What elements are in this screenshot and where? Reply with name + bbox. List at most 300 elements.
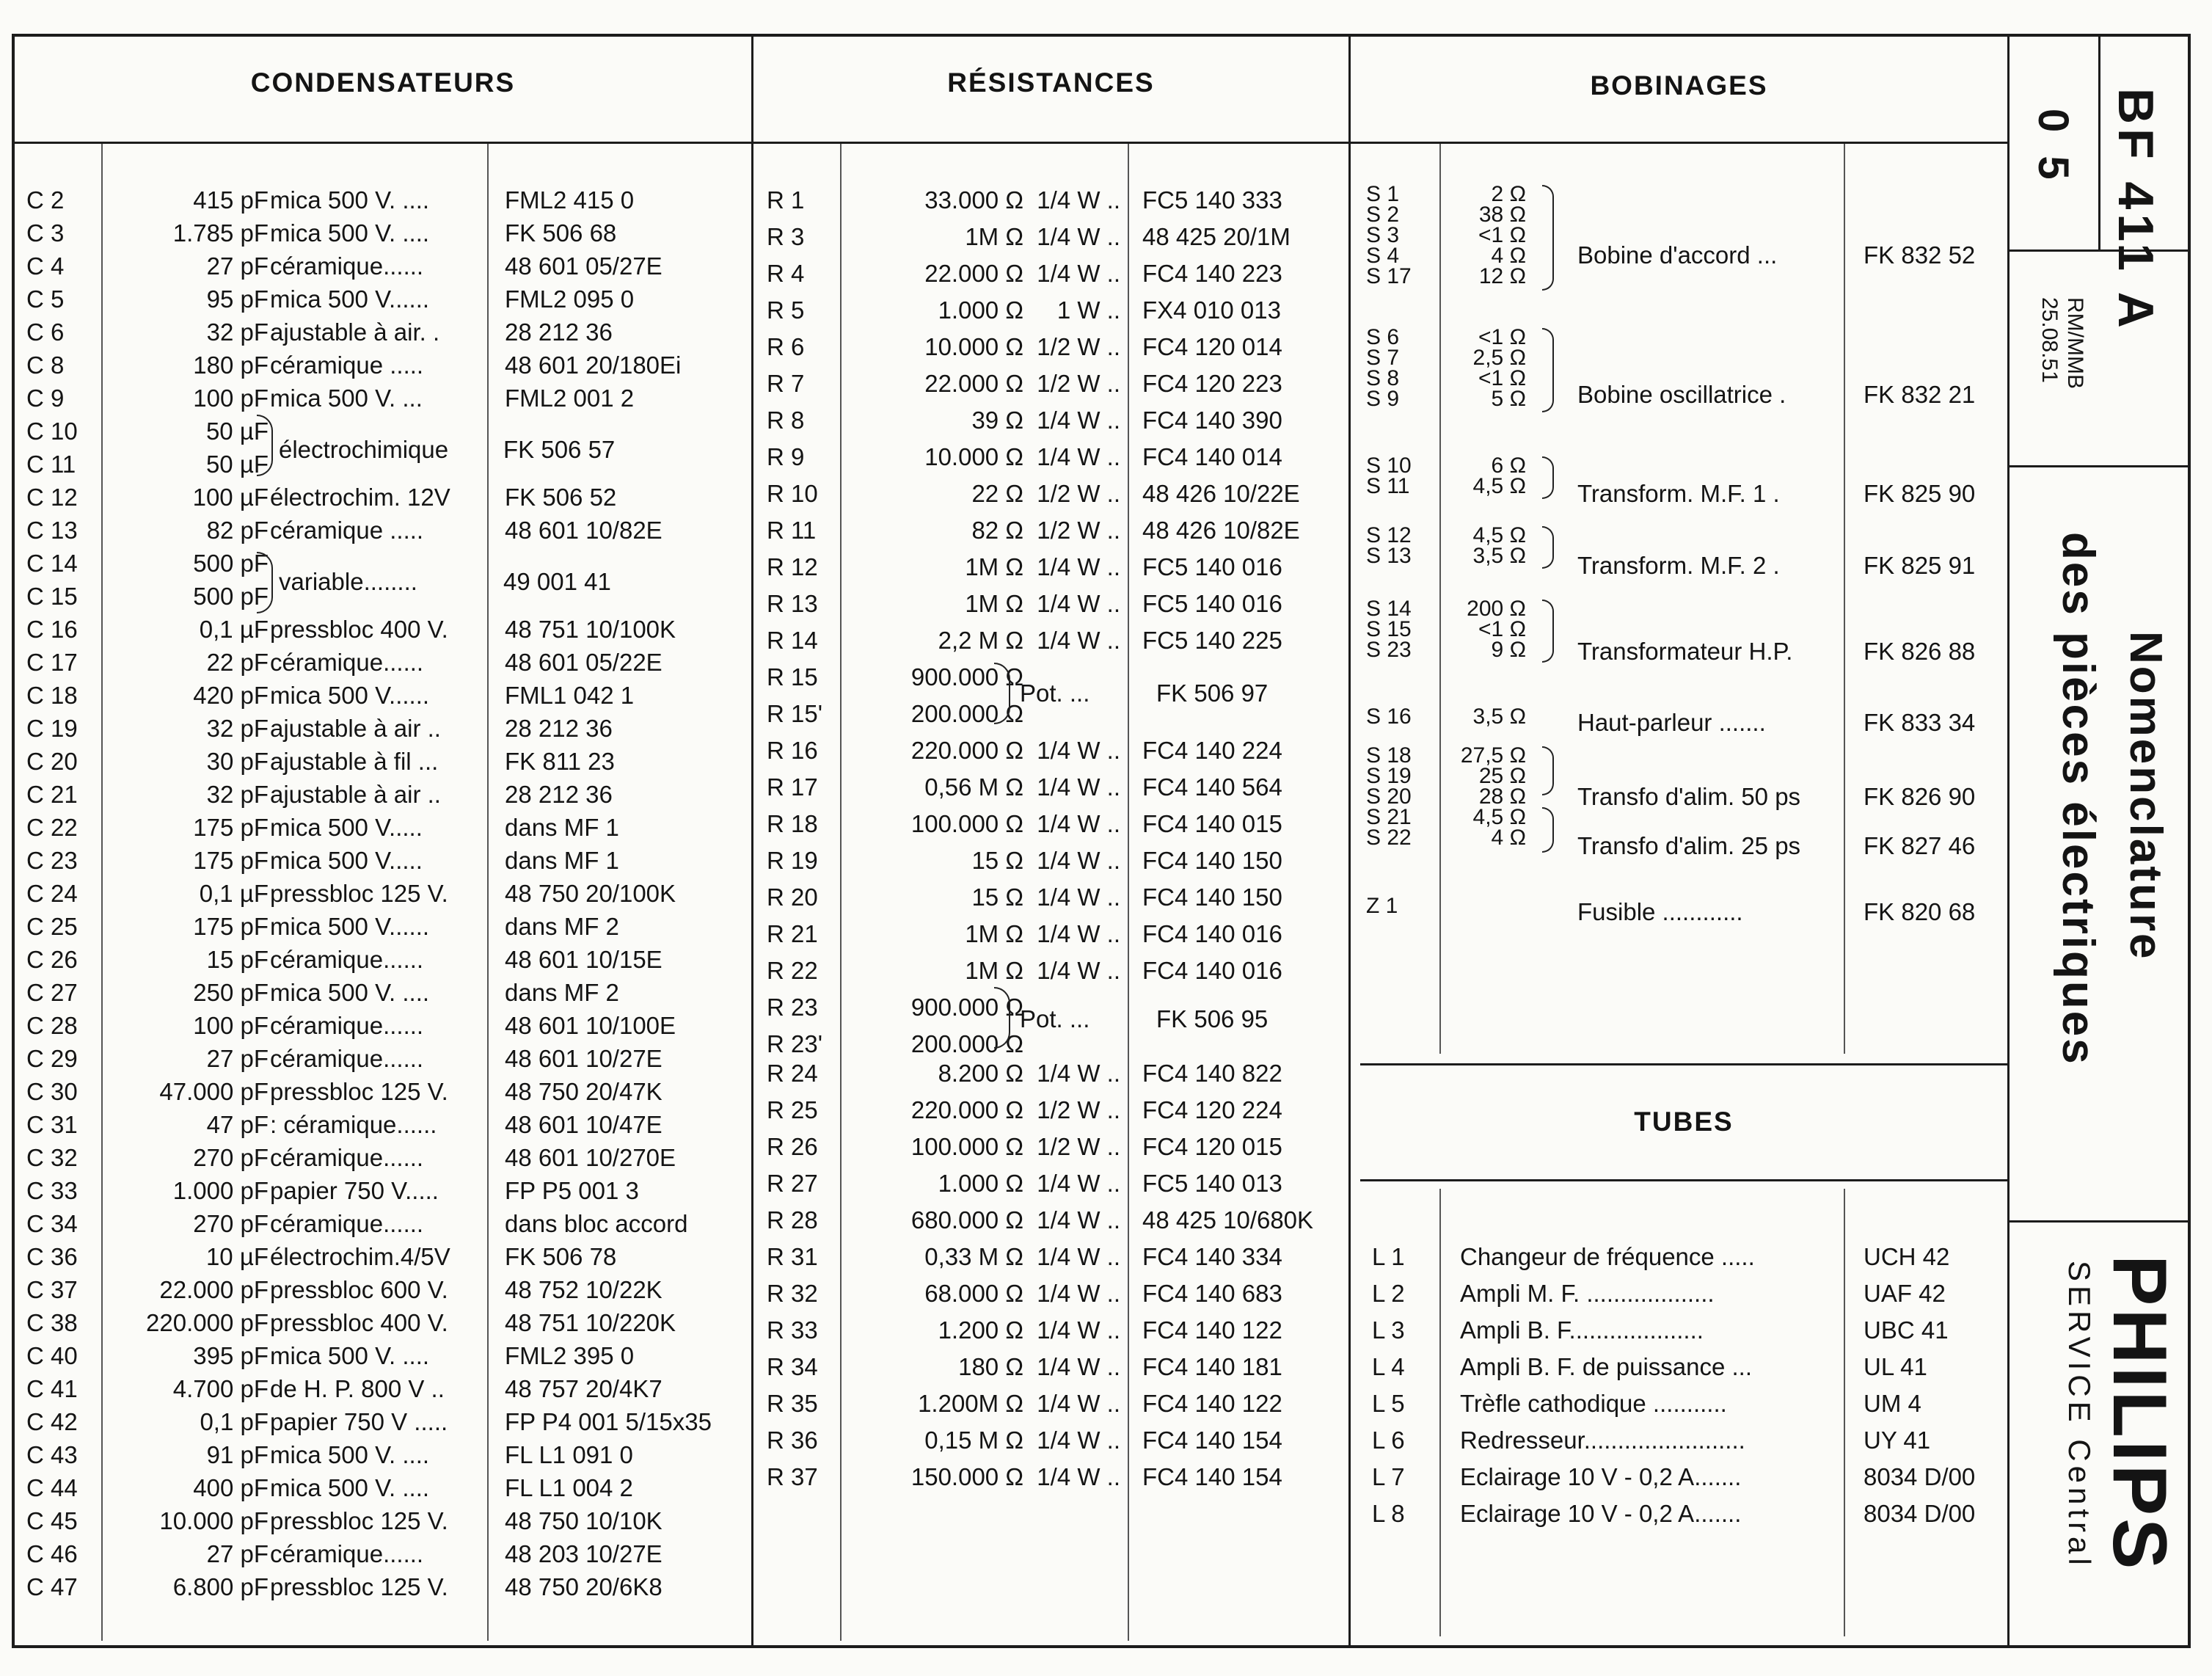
res-wattage: 1/4 W .. (1037, 957, 1120, 984)
cond-row (26, 1438, 745, 1472)
res-value: 900.000 Ω (910, 663, 1023, 691)
cond-row (26, 1339, 745, 1373)
cond-row (26, 1372, 745, 1406)
cond-ref: C 11 (26, 451, 76, 478)
cond-description: mica 500 V. .... (270, 1441, 430, 1468)
model-number: BF 411 A (2108, 88, 2164, 332)
tube-row (1372, 1497, 2003, 1531)
res-wattage: 1/4 W .. (1037, 590, 1120, 617)
res-wattage: 1/4 W .. (1037, 1170, 1120, 1197)
tube-row (1372, 1460, 2003, 1494)
side-inner-rule (2098, 34, 2100, 249)
res-wattage: 1/4 W .. (1037, 810, 1120, 837)
res-ref: R 15' (767, 700, 823, 727)
res-code: FC4 140 016 (1142, 920, 1282, 947)
res-row (767, 1387, 1346, 1421)
cond-value: 22.000 pF (159, 1276, 269, 1303)
bob-row (1366, 545, 1550, 567)
res-code: FC4 120 223 (1142, 370, 1282, 397)
cond-ref: C 33 (26, 1177, 78, 1204)
res-row (767, 624, 1346, 657)
res-ref: R 7 (767, 370, 805, 397)
philips-logo-text: PHILIPS (2097, 1255, 2182, 1573)
res-ref: R 22 (767, 957, 818, 984)
res-row (767, 294, 1346, 327)
cond-description: mica 500 V. .... (270, 219, 430, 247)
cond-description: pressbloc 125 V. (270, 1507, 448, 1534)
bob-value: 4 Ω (1491, 826, 1526, 850)
cond-ref: C 30 (26, 1078, 78, 1105)
tube-ref: L 6 (1372, 1427, 1405, 1454)
tube-description: Eclairage 10 V - 0,2 A....... (1460, 1463, 1742, 1490)
tube-row (1372, 1240, 2003, 1274)
cond-value: 0,1 µF (199, 880, 269, 907)
cond-ref: C 3 (26, 219, 65, 247)
cond-description: céramique...... (270, 946, 424, 973)
tubes-header-rule (1360, 1179, 2007, 1181)
tube-code: UCH 42 (1864, 1243, 1950, 1270)
tube-description: Ampli M. F. ................... (1460, 1280, 1715, 1307)
bob-row (1366, 706, 1550, 728)
cond-code: 48 750 20/100K (505, 880, 676, 907)
res-code: FC4 140 181 (1142, 1353, 1282, 1380)
tube-row (1372, 1277, 2003, 1311)
cond-description: céramique ..... (270, 351, 424, 379)
cond-code: 48 601 10/270E (505, 1144, 676, 1171)
res-ref: R 3 (767, 223, 805, 250)
bob-row (1366, 639, 1550, 661)
bob-ref: S 9 (1366, 387, 1400, 411)
tube-ref: L 3 (1372, 1316, 1405, 1344)
bob-ref: S 16 (1366, 704, 1412, 729)
res-ref: R 27 (767, 1170, 818, 1197)
cond-code: FK 811 23 (505, 748, 615, 775)
res-ref: R 28 (767, 1206, 818, 1234)
res-wattage: 1/4 W .. (1037, 883, 1120, 911)
res-value: 10.000 Ω (924, 333, 1023, 360)
brace-c10-c11 (257, 415, 273, 476)
res-ref: R 11 (767, 517, 817, 544)
res-ref: R 20 (767, 883, 818, 911)
cond-row (26, 1504, 745, 1538)
cond-code: 48 601 10/82E (505, 517, 662, 544)
brace-c14-c15 (257, 552, 273, 613)
cond-row (26, 844, 745, 878)
res-wattage: 1/2 W .. (1037, 1096, 1120, 1123)
res-row (767, 1424, 1346, 1457)
res-ref: R 13 (767, 590, 818, 617)
res-row (767, 1130, 1346, 1164)
res-row (767, 1240, 1346, 1274)
bob-group-code: FK 827 46 (1864, 832, 1976, 859)
cond-description: céramique...... (270, 252, 424, 280)
res-value: 15 Ω (971, 847, 1023, 874)
res-code: FC4 140 822 (1142, 1060, 1282, 1087)
cond-row (26, 1009, 745, 1043)
res-value: 1M Ω (965, 223, 1023, 250)
tube-code: UM 4 (1864, 1390, 1921, 1417)
tube-code: UY 41 (1864, 1427, 1931, 1454)
bob-ref: S 10 (1366, 453, 1412, 478)
res-value: 68.000 Ω (924, 1280, 1023, 1307)
res-wattage: 1/4 W .. (1037, 737, 1120, 764)
cond-row (26, 1174, 745, 1208)
res-code: FC5 140 016 (1142, 553, 1282, 580)
tube-row (1372, 1350, 2003, 1384)
cond-ref: C 26 (26, 946, 78, 973)
bob-group-description: Transfo d'alim. 25 ps (1577, 832, 1801, 859)
res-ref: R 19 (767, 847, 818, 874)
cond-code: 28 212 36 (505, 318, 613, 346)
cond-ref: C 27 (26, 979, 78, 1006)
cond-value: 95 pF (206, 285, 269, 313)
res-value: 200.000 Ω (910, 700, 1023, 727)
cond-code: dans MF 2 (505, 979, 619, 1006)
res-wattage: 1/4 W .. (1037, 260, 1120, 287)
cond-code: 48 601 10/27E (505, 1045, 662, 1072)
cond-row (26, 382, 745, 415)
bob-value: <1 Ω (1478, 366, 1526, 390)
bob-group-description: Fusible ............ (1577, 898, 1743, 925)
cond-value: 100 µF (192, 484, 269, 511)
res-row (767, 770, 1346, 804)
bob-group-description: Bobine oscillatrice . (1577, 381, 1786, 408)
bob-group-description: Transformateur H.P. (1577, 638, 1793, 665)
cond-value: 10 µF (205, 1243, 269, 1270)
cond-code: dans MF 1 (505, 847, 619, 874)
cond-ref: C 28 (26, 1012, 78, 1039)
bob-ref: Z 1 (1366, 894, 1398, 918)
cond-code: 48 750 20/47K (505, 1078, 662, 1105)
bob-group-code: FK 832 21 (1864, 381, 1976, 408)
cond-row (26, 646, 745, 679)
cond-description: mica 500 V...... (270, 913, 430, 940)
bob-group-code: FK 826 90 (1864, 783, 1976, 810)
cond-row (26, 183, 745, 217)
cond-ref: C 32 (26, 1144, 78, 1171)
cond-value: 32 pF (206, 318, 269, 346)
res-row (767, 1167, 1346, 1200)
bob-group-description: Haut-parleur ....... (1577, 709, 1766, 736)
res-row (767, 1314, 1346, 1347)
bob-value: 2,5 Ω (1472, 346, 1526, 370)
bob-value: 9 Ω (1491, 638, 1526, 662)
res-code: 48 425 10/680K (1142, 1206, 1314, 1234)
service-central: SERVICE Central (2062, 1261, 2097, 1570)
bob-value: 3,5 Ω (1472, 704, 1526, 729)
cond-code: 48 751 10/220K (505, 1309, 676, 1336)
bob-ref: S 11 (1366, 474, 1410, 498)
res-ref: R 33 (767, 1316, 818, 1344)
bob-value: 27,5 Ω (1460, 743, 1526, 768)
res-code: FC4 140 390 (1142, 407, 1282, 434)
res-row (767, 1203, 1346, 1237)
res-row (767, 844, 1346, 878)
reference-code: RM/MMB (2063, 297, 2087, 389)
res-value: 180 Ω (958, 1353, 1023, 1380)
bob-brace (1542, 328, 1554, 412)
cond-value: 50 µF (205, 418, 269, 445)
bob-ref: S 17 (1366, 264, 1412, 288)
bob-value: 3,5 Ω (1472, 544, 1526, 568)
cond-description: pressbloc 400 V. (270, 1309, 448, 1336)
cond-value: 270 pF (193, 1210, 269, 1237)
cond-value: 250 pF (193, 979, 269, 1006)
bob-value: 28 Ω (1478, 784, 1526, 809)
cond-ref: C 12 (26, 484, 78, 511)
cond-description: céramique...... (270, 1540, 424, 1567)
cond-ref: C 15 (26, 583, 78, 610)
bob-group-description: Bobine d'accord ... (1577, 241, 1778, 269)
heading-condensateurs: CONDENSATEURS (250, 68, 516, 98)
res-value: 1.000 Ω (938, 296, 1023, 324)
cond-row (26, 1471, 745, 1505)
cond-ref: C 41 (26, 1375, 78, 1402)
bob-value: <1 Ω (1478, 325, 1526, 349)
res-ref: R 5 (767, 296, 805, 324)
bob-ref: S 6 (1366, 325, 1400, 349)
brace-r15 (994, 663, 1010, 724)
res-value: 33.000 Ω (924, 186, 1023, 214)
res-code: FC4 140 122 (1142, 1390, 1282, 1417)
res-value: 100.000 Ω (910, 1133, 1023, 1160)
res-ref: R 4 (767, 260, 805, 287)
res-code: FC4 140 683 (1142, 1280, 1282, 1307)
cond-row (26, 349, 745, 382)
res-code: FC5 140 333 (1142, 186, 1282, 214)
cond-ref: C 17 (26, 649, 78, 676)
bob-ref: S 8 (1366, 366, 1400, 390)
cond-value: 91 pF (206, 1441, 269, 1468)
cond-row (26, 283, 745, 316)
res-ref: R 17 (767, 773, 818, 801)
res-value: 1.200 Ω (938, 1316, 1023, 1344)
cond-description: céramique ..... (270, 517, 424, 544)
cond-ref: C 10 (26, 418, 78, 445)
res-wattage: 1/4 W .. (1037, 627, 1120, 654)
bob-row (1366, 827, 1550, 849)
res-code: FC4 140 154 (1142, 1427, 1282, 1454)
cond-value: 500 pF (193, 550, 269, 577)
cond-ref: C 4 (26, 252, 65, 280)
cond-value: 82 pF (206, 517, 269, 544)
cond-code: FL L1 091 0 (505, 1441, 633, 1468)
res-wattage: 1/2 W .. (1037, 333, 1120, 360)
bob-ref: S 21 (1366, 805, 1412, 829)
cond-description: céramique...... (270, 1210, 424, 1237)
cond-description: ajustable à fil ... (270, 748, 439, 775)
divider-bob-side (2007, 34, 2010, 1648)
cond-value: 32 pF (206, 781, 269, 808)
res-row (767, 477, 1346, 511)
tube-ref: L 8 (1372, 1500, 1405, 1527)
cond-row (26, 249, 745, 283)
cond-row (26, 811, 745, 845)
res-ref: R 36 (767, 1427, 818, 1454)
res-wattage: 1/2 W .. (1037, 480, 1120, 507)
res-ref: R 6 (767, 333, 805, 360)
cond-row (26, 1240, 745, 1274)
cond-description: mica 500 V...... (270, 285, 430, 313)
res-code: FC4 140 150 (1142, 883, 1282, 911)
res-value: 22.000 Ω (924, 370, 1023, 397)
bob-group-description: Transform. M.F. 1 . (1577, 480, 1780, 507)
divider-cond-res (751, 34, 753, 1648)
cond-code: FML2 415 0 (505, 186, 635, 214)
res-ref: R 35 (767, 1390, 818, 1417)
brace-r23 (994, 987, 1010, 1049)
side-rule-2 (2010, 465, 2191, 467)
tube-code: 8034 D/00 (1864, 1463, 1976, 1490)
bob-ref: S 4 (1366, 244, 1400, 268)
res-wattage: 1/4 W .. (1037, 443, 1120, 470)
res-ref: R 12 (767, 553, 818, 580)
bob-value: 4,5 Ω (1472, 523, 1526, 547)
bob-ref: S 15 (1366, 617, 1412, 641)
cond-value: 50 µF (205, 451, 269, 478)
bob-group-row (1577, 635, 2003, 668)
cond-ref: C 38 (26, 1309, 78, 1336)
res-ref: R 8 (767, 407, 805, 434)
cond-code: 48 601 10/100E (505, 1012, 676, 1039)
res-code: 48 426 10/22E (1142, 480, 1300, 507)
cond-ref: C 36 (26, 1243, 78, 1270)
cond-value: 10.000 pF (159, 1507, 269, 1534)
bob-brace (1542, 807, 1554, 853)
bob-ref: S 22 (1366, 826, 1412, 850)
cond-value: 27 pF (206, 252, 269, 280)
tube-description: Redresseur........................ (1460, 1427, 1745, 1454)
bob-group-row (1577, 780, 2003, 814)
cond-row (26, 1306, 745, 1340)
cond-value: 175 pF (193, 814, 269, 841)
res-value: 10.000 Ω (924, 443, 1023, 470)
res-value: 0,33 M Ω (924, 1243, 1023, 1270)
res-value: 22 Ω (971, 480, 1023, 507)
cond-value: 22 pF (206, 649, 269, 676)
res-value: 22.000 Ω (924, 260, 1023, 287)
cond-ref: C 31 (26, 1111, 78, 1138)
bob-value: 4,5 Ω (1472, 805, 1526, 829)
res-ref: R 31 (767, 1243, 818, 1270)
cond-row (26, 976, 745, 1010)
cond-row (26, 1141, 745, 1175)
tube-description: Trèfle cathodique ........... (1460, 1390, 1727, 1417)
cond-ref: C 43 (26, 1441, 78, 1468)
cond-code: 48 752 10/22K (505, 1276, 662, 1303)
res-code: FC4 140 223 (1142, 260, 1282, 287)
res-row (767, 1350, 1346, 1384)
cond-description: pressbloc 125 V. (270, 1078, 448, 1105)
res-code: FC4 120 224 (1142, 1096, 1282, 1123)
tube-ref: L 5 (1372, 1390, 1405, 1417)
cond-value: 30 pF (206, 748, 269, 775)
bob-ref: S 13 (1366, 544, 1412, 568)
cond-row (26, 1405, 745, 1439)
cond-code: dans MF 2 (505, 913, 619, 940)
cond-ref: C 9 (26, 385, 65, 412)
bob-group-code: FK 825 91 (1864, 552, 1976, 579)
bob-value: 6 Ω (1491, 453, 1526, 478)
heading-resistances: RÉSISTANCES (947, 68, 1155, 98)
cond-code: FML1 042 1 (505, 682, 635, 709)
res-code: FC4 140 150 (1142, 847, 1282, 874)
tube-code: UBC 41 (1864, 1316, 1949, 1344)
cond-value: 395 pF (193, 1342, 269, 1369)
bob-value: 38 Ω (1478, 203, 1526, 227)
cond-code: dans MF 1 (505, 814, 619, 841)
cond-description: mica 500 V. .... (270, 186, 430, 214)
tube-ref: L 4 (1372, 1353, 1405, 1380)
cond-ref: C 40 (26, 1342, 78, 1369)
tube-code: UL 41 (1864, 1353, 1927, 1380)
bob-value: <1 Ω (1478, 223, 1526, 247)
res-value: 1.000 Ω (938, 1170, 1023, 1197)
res-ref: R 23' (767, 1030, 823, 1057)
res-wattage: 1/4 W .. (1037, 1316, 1120, 1344)
res-value: 1M Ω (965, 920, 1023, 947)
tubes-top-rule (1360, 1063, 2007, 1065)
res-header-rule (753, 142, 1348, 144)
cond-value: 500 pF (193, 583, 269, 610)
cond-value: 27 pF (206, 1540, 269, 1567)
cond-ref: C 25 (26, 913, 78, 940)
tube-ref: L 1 (1372, 1243, 1405, 1270)
res-ref: R 37 (767, 1463, 818, 1490)
res-ref: R 24 (767, 1060, 818, 1087)
bob-brace (1542, 600, 1554, 663)
title-pieces-electriques: des pièces électriques (2053, 532, 2103, 1066)
res-ref: R 18 (767, 810, 818, 837)
cond-value: 100 pF (193, 385, 269, 412)
res-value: 680.000 Ω (910, 1206, 1023, 1234)
bob-group-row (1577, 477, 2003, 511)
cond-ref: C 23 (26, 847, 78, 874)
bob-ref: S 2 (1366, 203, 1400, 227)
cond-ref: C 6 (26, 318, 65, 346)
cond-header-rule (15, 142, 751, 144)
res-wattage: 1/4 W .. (1037, 1353, 1120, 1380)
bob-group-description: Transform. M.F. 2 . (1577, 552, 1780, 579)
cond-row (26, 745, 745, 779)
title-nomenclature: Nomenclature (2120, 631, 2171, 961)
res-ref: R 9 (767, 443, 805, 470)
res-value: 8.200 Ω (938, 1060, 1023, 1087)
res-ref: R 14 (767, 627, 818, 654)
cond-description: électrochim.4/5V (270, 1243, 450, 1270)
cond-description: électrochim. 12V (270, 484, 450, 511)
res-ref: R 16 (767, 737, 818, 764)
cond-value: 47 pF (206, 1111, 269, 1138)
cond-value: 27 pF (206, 1045, 269, 1072)
bob-ref: S 3 (1366, 223, 1400, 247)
res-row (767, 257, 1346, 291)
cond-code: 48 750 10/10K (505, 1507, 662, 1534)
cond-description: ajustable à air .. (270, 715, 441, 742)
bob-value: 25 Ω (1478, 764, 1526, 788)
bob-group-row (1577, 829, 2003, 863)
res-wattage: 1/2 W .. (1037, 370, 1120, 397)
tube-description: Ampli B. F.................... (1460, 1316, 1704, 1344)
cond-ref: C 2 (26, 186, 65, 214)
bob-group-code: FK 826 88 (1864, 638, 1976, 665)
tube-description: Ampli B. F. de puissance ... (1460, 1353, 1753, 1380)
cond-value: 415 pF (193, 186, 269, 214)
cond-value: 6.800 pF (172, 1573, 269, 1600)
cond-value: 420 pF (193, 682, 269, 709)
res-wattage: 1/4 W .. (1037, 186, 1120, 214)
res-code: 48 425 20/1M (1142, 223, 1291, 250)
